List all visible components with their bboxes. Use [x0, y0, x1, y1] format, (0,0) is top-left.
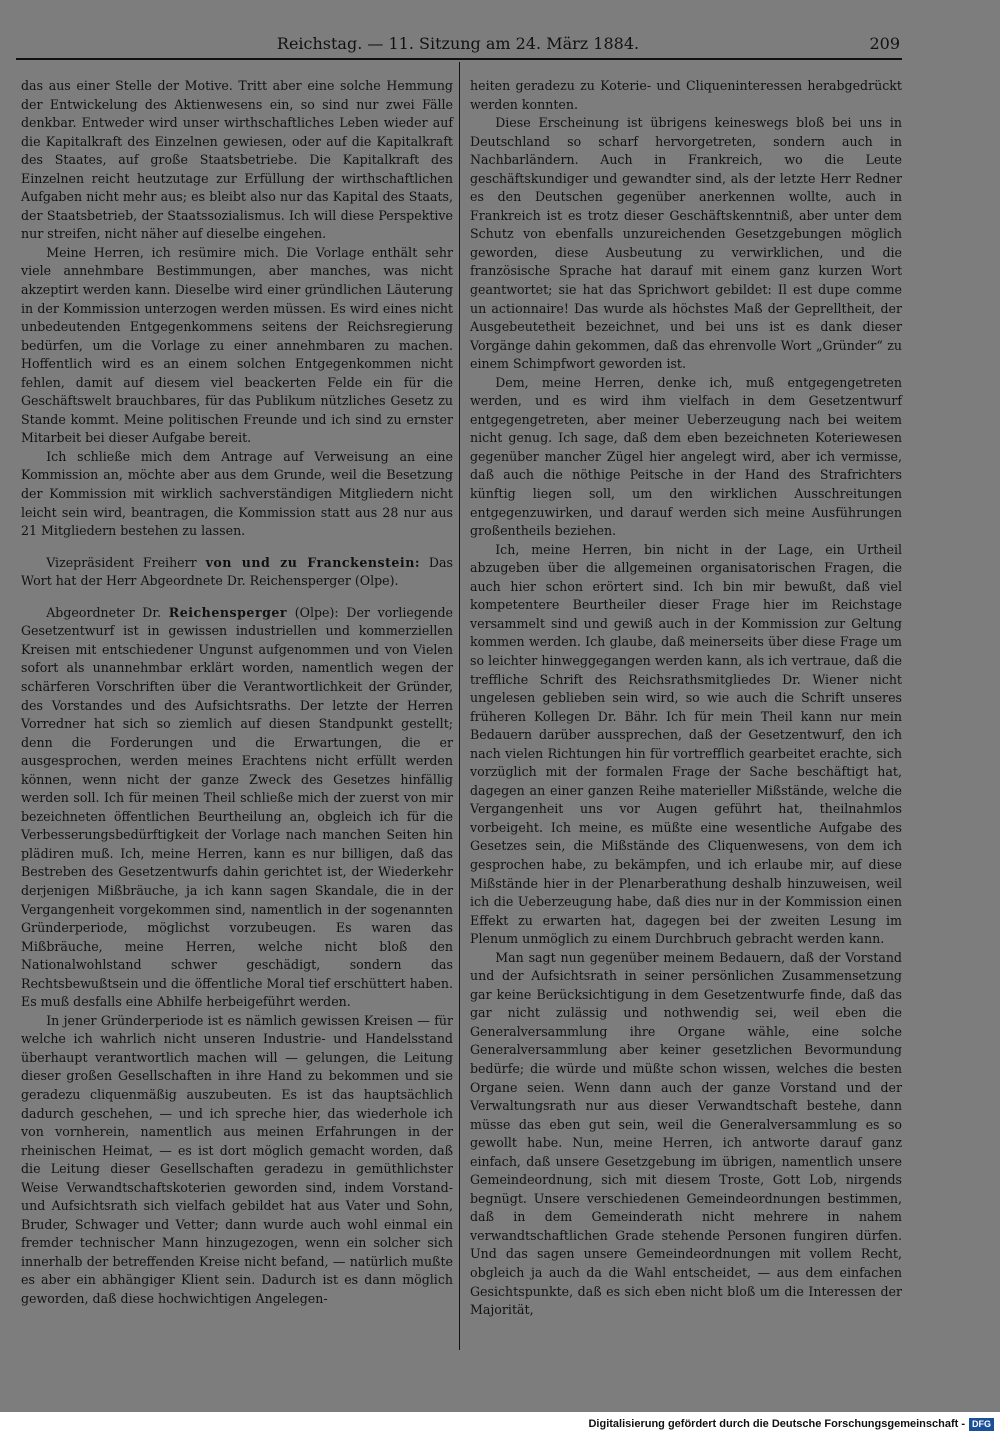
speaker-text: (Olpe): Der vorliegende Gesetzentwurf ist in gewissen industriellen und kommerziellen Kreisen mit entschiedener Ungunst aufgenommen und von Vielen sofort als unannehmbar erklärt worden, namentlich wegen der schärferen Vorschriften über die Verantwortlichkeit der Gründer, des Vorstandes und des Aufsichtsraths. Der letzte der Herren Vorredner hat sich so ziemlich auf diesen Standpunkt gestellt; denn die Forderungen und die Erwartungen, die er ausgesprochen, werden meines Erachtens nicht erfüllt werden können, wenn nicht der ganze Zweck des Gesetzes hinfällig werden soll. Ich für meinen Theil schließe mich der zuerst von mir bezeichneten öffentlichen Beurtheilung an, obgleich ich für die Verbesserungsbedürftigkeit der Vorlage nach manchen Seiten hin plädiren muß. Ich, meine Herren, kann es nur billigen, daß das Bestreben des Gesetzentwurfs dahin gerichtet ist, der Wiederkehr derjenigen Mißbräuche, ja ich kann sagen Skandale, die in der Vergangenheit vorgekommen sind, namentlich in der sogenannten Gründerperiode, möglichst vorzubeugen. Es waren das Mißbräuche, meine Herren, welche nicht bloß den Nationalwohlstand schwer geschädigt, sondern das Rechtsbewußtsein und die öffentliche Moral tief erschüttert haben. Es muß desfalls eine Abhilfe herbeigeführt werden. [21, 604, 453, 1010]
paragraph: In jener Gründerperiode ist es nämlich gewissen Kreisen — für welche ich wahrlich nicht unseren Industrie- und Handelsstand überhaupt verantwortlich machen will — gelungen, die Leitung dieser großen Gesellschaften in ihre Hand zu bekommen und sie geradezu cliquenmäßig auszubeuten. Es ist das hauptsächlich dadurch geschehen, — und ich spreche hier, das wiederhole ich von vornherein, namentlich aus meinen Erfahrungen in der rheinischen Heimat, — es ist dort möglich gemacht worden, daß die Leitung dieser Gesellschaften geradezu in gemüthlichster Weise Verwandtschaftskoterien geworden sind, indem Vorstand- und Aufsichtsrath sich vielfach gebildet hat aus Vater und Sohn, Bruder, Schwager und Vetter; dann wurde auch wohl einmal ein fremder technischer Mann hinzugezogen, wenn ein solcher sich innerhalb der betreffenden Kreise nicht befand, — natürlich mußte es aber ein abhängiger Klient sein. Dadurch ist es dann möglich geworden, daß diese hochwichtigen Angelegen- [21, 1012, 453, 1306]
page-number: 209 [869, 34, 900, 53]
speaker-intro-reichensperger [21, 604, 453, 1012]
right-column [470, 77, 902, 1320]
paragraph: Meine Herren, ich resümire mich. Die Vorlage enthält sehr viele annehmbare Bestimmungen, aber manches, was nicht akzeptirt werden kann. Dieselbe wird einer gründlichen Läuterung in der Kommission unterzogen werden müssen. Es wird eines nicht unbedeutenden Entgegenkommens seitens der Reichsregierung bedürfen, um die Vorlage zu einer annehmbaren zu machen. Hoffentlich wird es an einem solchen Entgegenkommen nicht fehlen, damit auf diesem viel beackerten Felde ein für die Geschäftswelt brauchbares, für das Publikum nützliches Gesetz zu Stande kommt. Meine politischen Freunde und ich sind zu ernster Mitarbeit bei dieser Aufgabe bereit. [21, 244, 453, 446]
speaker-role: Abgeordneter Dr. [46, 604, 162, 620]
paragraph: Dem, meine Herren, denke ich, muß entgegengetreten werden, und es wird ihm vielfach in dem Gesetzentwurf entgegengetreten, aber meiner Ueberzeugung nach bei weitem nicht genug. Ich sage, daß dem eben bezeichneten Koteriewesen gegenüber mancher Zügel hier angelegt wird, aber ich vermisse, daß auch die nöthige Peitsche in der Hand des Strafrichters künftig liegen soll, um den wirklichen Ausschreitungen entgegenzuwirken, und darauf werden sich meine Ausführungen großentheils beziehen. [470, 374, 902, 539]
paragraph: Ich schließe mich dem Antrage auf Verweisung an eine Kommission an, möchte aber aus dem Grunde, weil die Besetzung der Kommission mit wirklich sachverständigen Mitgliedern nicht leicht sein wird, beantragen, die Kommission statt aus 28 nur aus 21 Mitgliedern bestehen zu lassen. [21, 448, 453, 539]
speaker-name: von und zu Franckenstein: [205, 554, 421, 570]
credit-text: Digitalisierung gefördert durch die Deutsche Forschungsgemeinschaft - [588, 1418, 965, 1430]
page-header [16, 32, 900, 56]
speaker-intro-vice-president [21, 554, 453, 591]
paragraph: Diese Erscheinung ist übrigens keineswegs bloß bei uns in Deutschland so scharf hervorgetreten, sondern auch in Nachbarländern. Auch in Frankreich, wo die Leute geschäftskundiger und gewandter sind, als der letzte Herr Redner es den Deutschen gegenüber anerkennen wollte, auch in Frankreich ist es trotz dieser Geschäftskenntniß, aber unter dem Schutz von ebenfalls unzureichenden Gesetzgebungen möglich geworden, diese Ausbeutung zu verwirklichen, und die französische Sprache hat darauf mit einem ganz kurzen Wort geantwortet; sie hat das Sprichwort gebildet: Il est dupe comme un actionnaire! Das wurde als höchstes Maß der Geprelltheit, der Ausgebeutetheit bezeichnet, und bei uns ist es dank dieser Vorgänge dahin gekommen, daß das ehrenvolle Wort „Gründer“ zu einem Schimpfwort geworden ist. [470, 115, 902, 372]
dfg-logo: DFG [969, 1418, 994, 1431]
digitization-credit [588, 1417, 994, 1431]
column-divider [459, 62, 460, 1350]
paragraph: heiten geradezu zu Koterie- und Cliqueninteressen herabgedrückt werden konnten. [470, 78, 902, 112]
running-title: Reichstag. — 11. Sitzung am 24. März 1884. [276, 34, 640, 53]
header-rule [16, 58, 902, 60]
left-column [21, 77, 453, 1309]
paragraph: Man sagt nun gegenüber meinem Bedauern, daß der Vorstand und der Aufsichtsrath in seiner persönlichen Zusammensetzung gar keine Berücksichtigung in dem Gesetzentwurfe finde, daß das gar nicht zulässig und nothwendig sei, weil eben die Generalversammlung ihre Organe wähle, eine solche Generalversammlung aber keiner gesetzlichen Bevormundung bedürfe; die würde und müßte schon wissen, welches die besten Organe seien. Wenn dann auch der ganze Vorstand und der Verwaltungsrath nur aus dieser Verwandtschaft bestehe, dann müsse das eben gut sein, weil die Generalversammlung es so gewollt habe. Nun, meine Herren, ich antworte darauf ganz einfach, daß unsere Gesetzgebung im übrigen, namentlich unsere Gemeindeordnung, sich mit diesem Troste, Gott Lob, nirgends begnügt. Unsere verschiedenen Gemeindeordnungen bestimmen, daß in dem Gemeinderath nicht mehrere in nahem verwandtschaftlichen Grade stehende Personen fungiren dürfen. Und das sagen unsere Gemeindeordnungen mit vollem Recht, obgleich ja auch da die Wahl entscheidet, — aus dem einfachen Gesichtspunkte, daß es sich eben nicht bloß um die Interessen der Majorität, [470, 949, 902, 1318]
speaker-role: Vizepräsident Freiherr [46, 554, 197, 570]
speaker-text: Das Wort hat der Herr Abgeordnete Dr. Reichensperger (Olpe). [21, 554, 453, 589]
paragraph: das aus einer Stelle der Motive. Tritt aber eine solche Hemmung der Entwickelung des Aktienwesens ein, so sind nur zwei Fälle denkbar. Entweder wird unser wirthschaftliches Leben wieder auf die Kapitalkraft des Einzelnen gewiesen, oder auf die Kapitalkraft des Staates, auf große Staatsbetriebe. Die Kapitalkraft des Einzelnen reicht heutzutage zur Erfüllung der wirthschaftlichen Aufgaben nicht mehr aus; es bleibt also nur das Kapital des Staats, der Staatsbetrieb, der Staatssozialismus. Ich will diese Perspektive nur streifen, nicht näher auf dieselbe eingehen. [21, 78, 453, 242]
speaker-name: Reichensperger [168, 604, 288, 620]
paragraph: Ich, meine Herren, bin nicht in der Lage, ein Urtheil abzugeben über die allgemeinen organisatorischen Fragen, die auch hier schon erörtert sind. Ich bin mir bewußt, daß viel kompetentere Beurtheiler dieser Frage hier im Reichstage versammelt sind und gewiß auch in der Kommission zur Geltung kommen werden. Ich glaube, daß meinerseits über diese Frage um so leichter hinweggegangen werden kann, als ich vertraue, daß die treffliche Schrift des Reichsrathsmitgliedes Dr. Wiener nicht ungelesen geblieben sein wird, so wie auch die Schrift unseres früheren Kollegen Dr. Bähr. Ich für mein Theil kann nur mein Bedauern darüber aussprechen, daß der Gesetzentwurf, den ich nach vielen Richtungen hin für vortrefflich gearbeitet erachte, sich vorzüglich mit der formalen Frage der Sache beschäftigt hat, dagegen an einer ganzen Reihe materieller Mißstände, welche die Vergangenheit uns vor Augen geführt hat, theilnahmlos vorbeigeht. Ich meine, es müßte eine wesentliche Aufgabe des Gesetzes sein, die Mißstände des Cliquenwesens, von dem ich gesprochen habe, zu bekämpfen, und ich erlaube mir, auf diese Mißstände hier in der Plenarberathung deshalb hinzuweisen, weil ich die Ueberzeugung habe, daß dies nur in der Kommission einen Effekt zu erwarten hat, dagegen bei der zweiten Lesung im Plenum unmöglich zu einem Durchbruch gebracht werden kann. [470, 541, 902, 947]
